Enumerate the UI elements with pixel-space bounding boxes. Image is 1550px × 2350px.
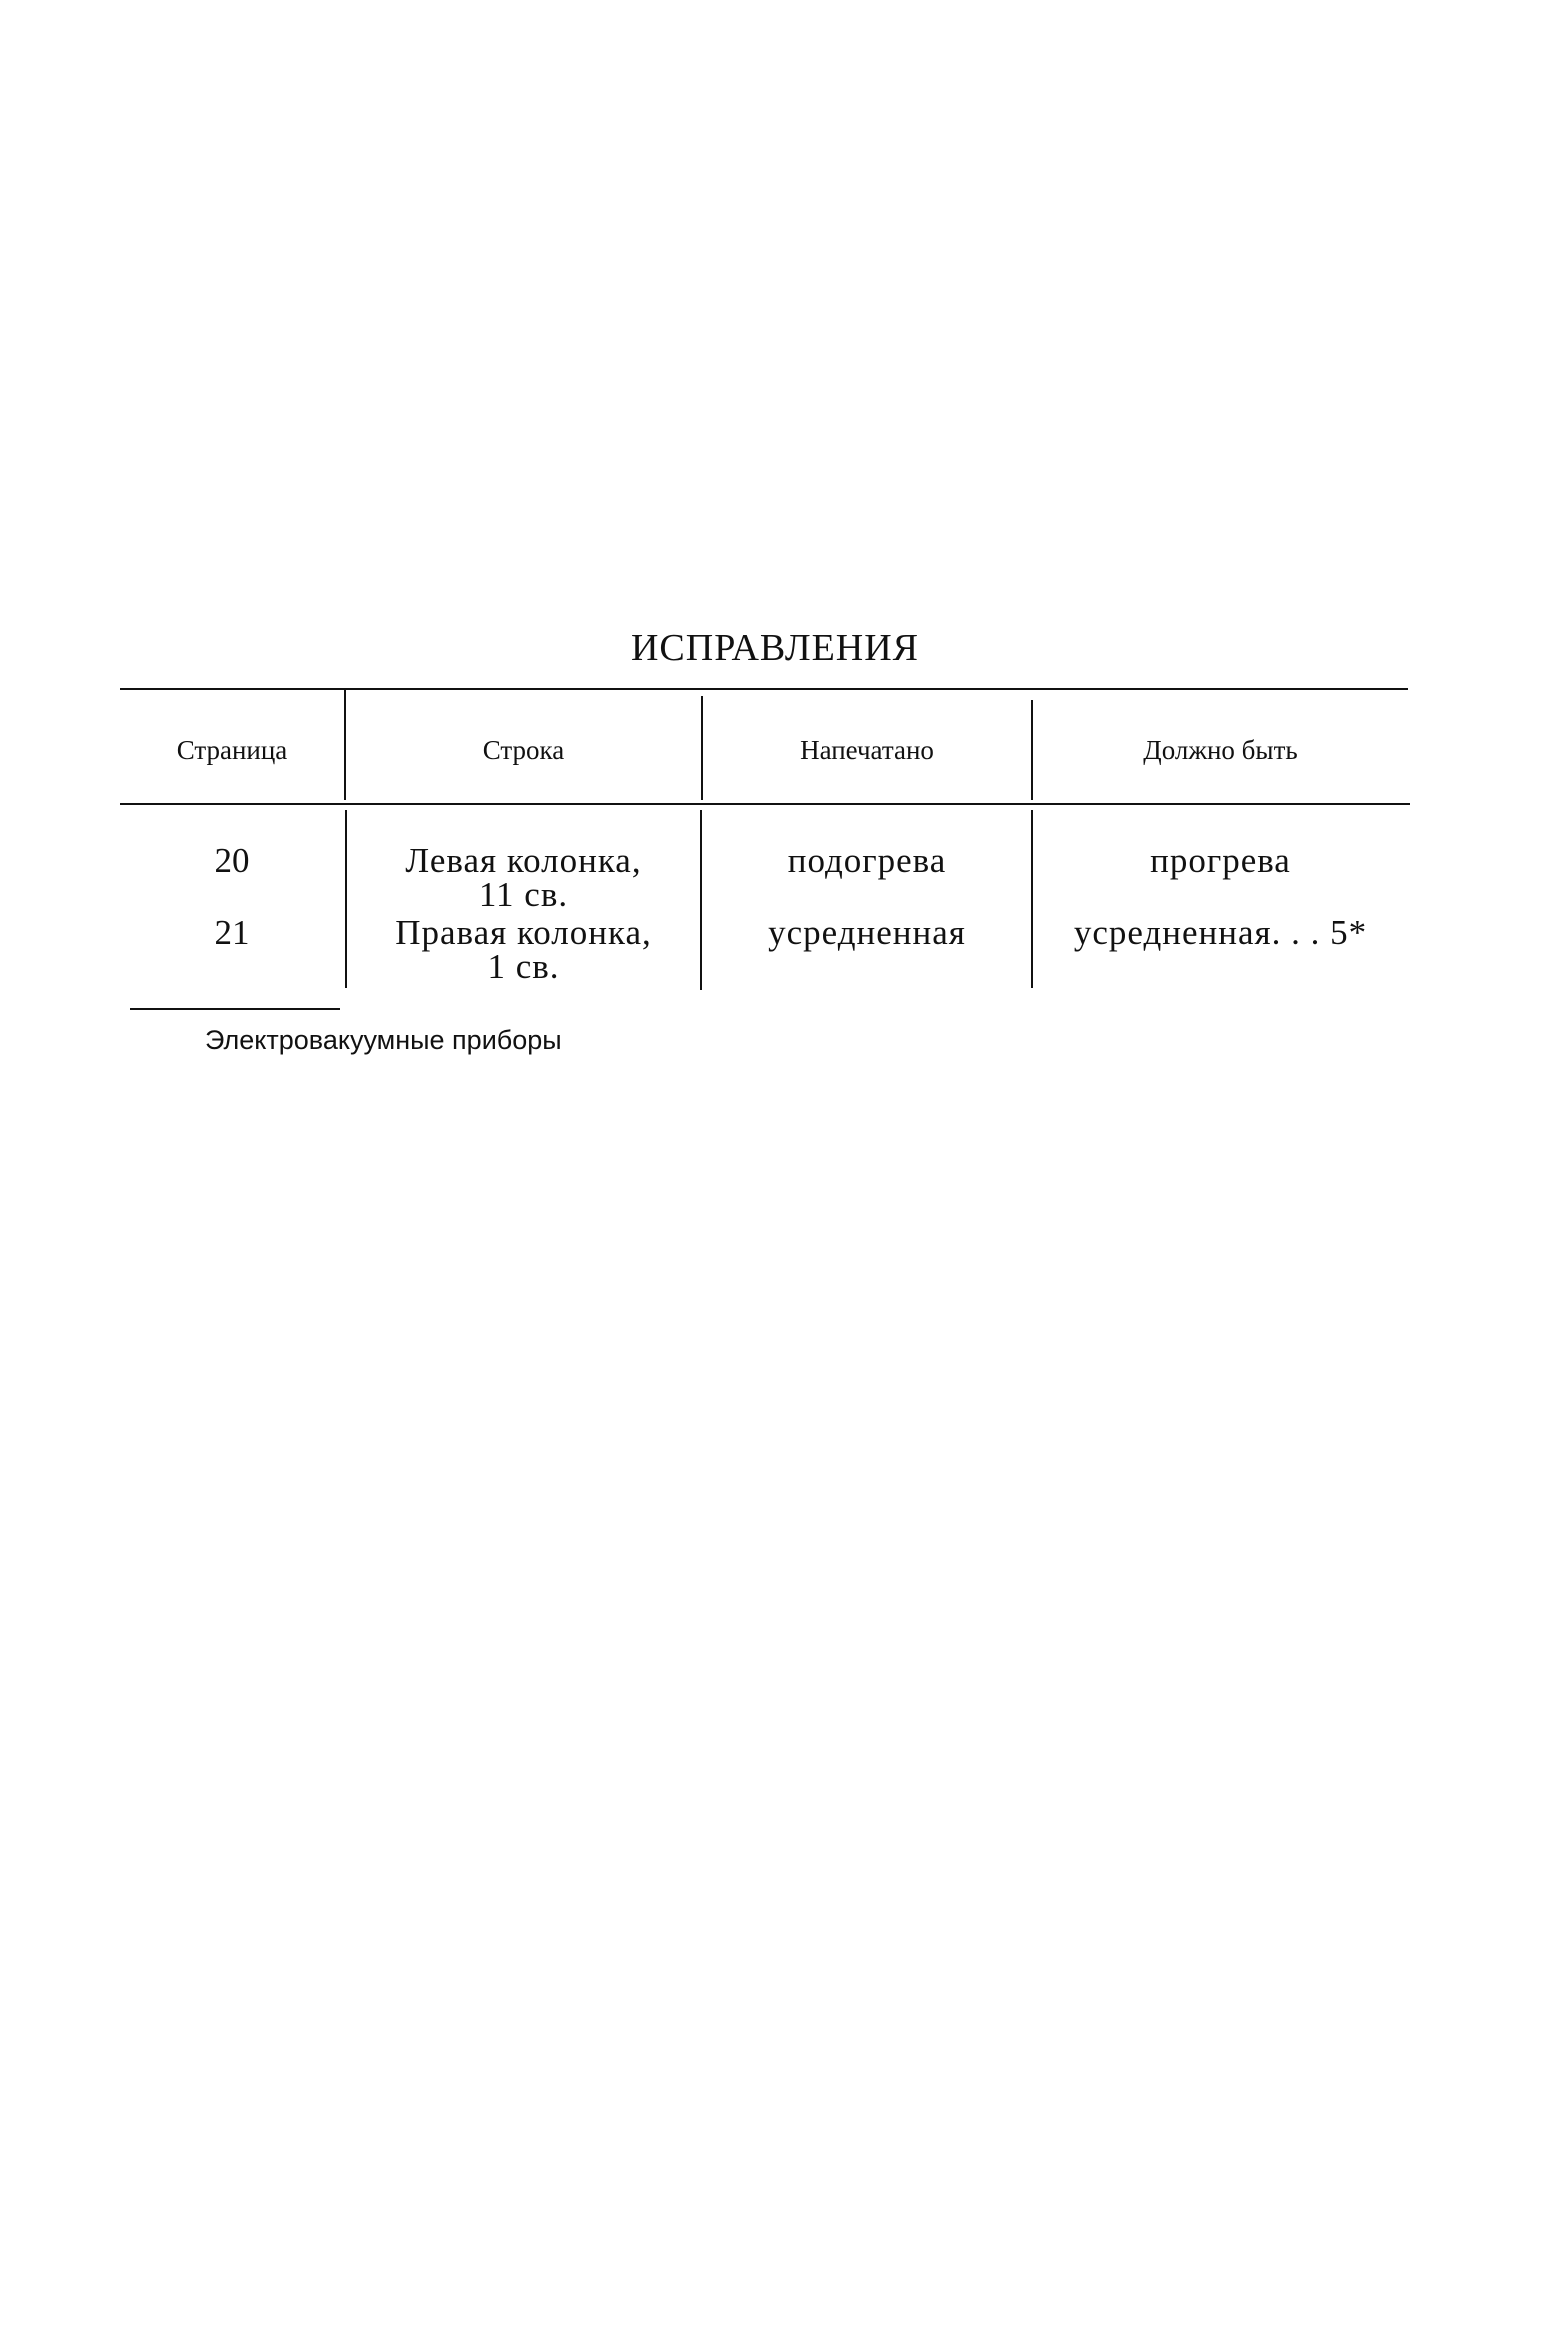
body-divider-3 [1031, 810, 1033, 988]
row-2-line-part-1: Правая колонка, [395, 913, 652, 952]
header-should-be: Должно быть [1143, 735, 1298, 765]
header-printed: Напечатано [800, 735, 934, 765]
row-1-page: 20 [214, 841, 250, 880]
row-1-line [346, 841, 701, 914]
footnote: Электровакуумные приборы [205, 1025, 562, 1055]
footnote-rule [130, 1008, 340, 1010]
row-1-line-part-2: 11 св. [478, 875, 569, 914]
header-line: Строка [482, 735, 565, 765]
row-2-line [346, 913, 701, 986]
page-title: ИСПРАВЛЕНИЯ [630, 627, 920, 669]
row-1-printed: подогрева [787, 841, 947, 880]
table-top-rule [120, 688, 1408, 690]
header-page: Страница [176, 735, 288, 765]
row-2-line-part-2: 1 св. [487, 947, 560, 986]
row-1-should-be: прогрева [1150, 841, 1291, 880]
row-1-line-part-1: Левая колонка, [405, 841, 642, 880]
header-bottom-rule [120, 803, 1410, 805]
row-2-page: 21 [214, 913, 250, 952]
row-2-should-be: усредненная. . . 5* [1073, 913, 1368, 952]
row-2-printed: усредненная [768, 913, 966, 952]
